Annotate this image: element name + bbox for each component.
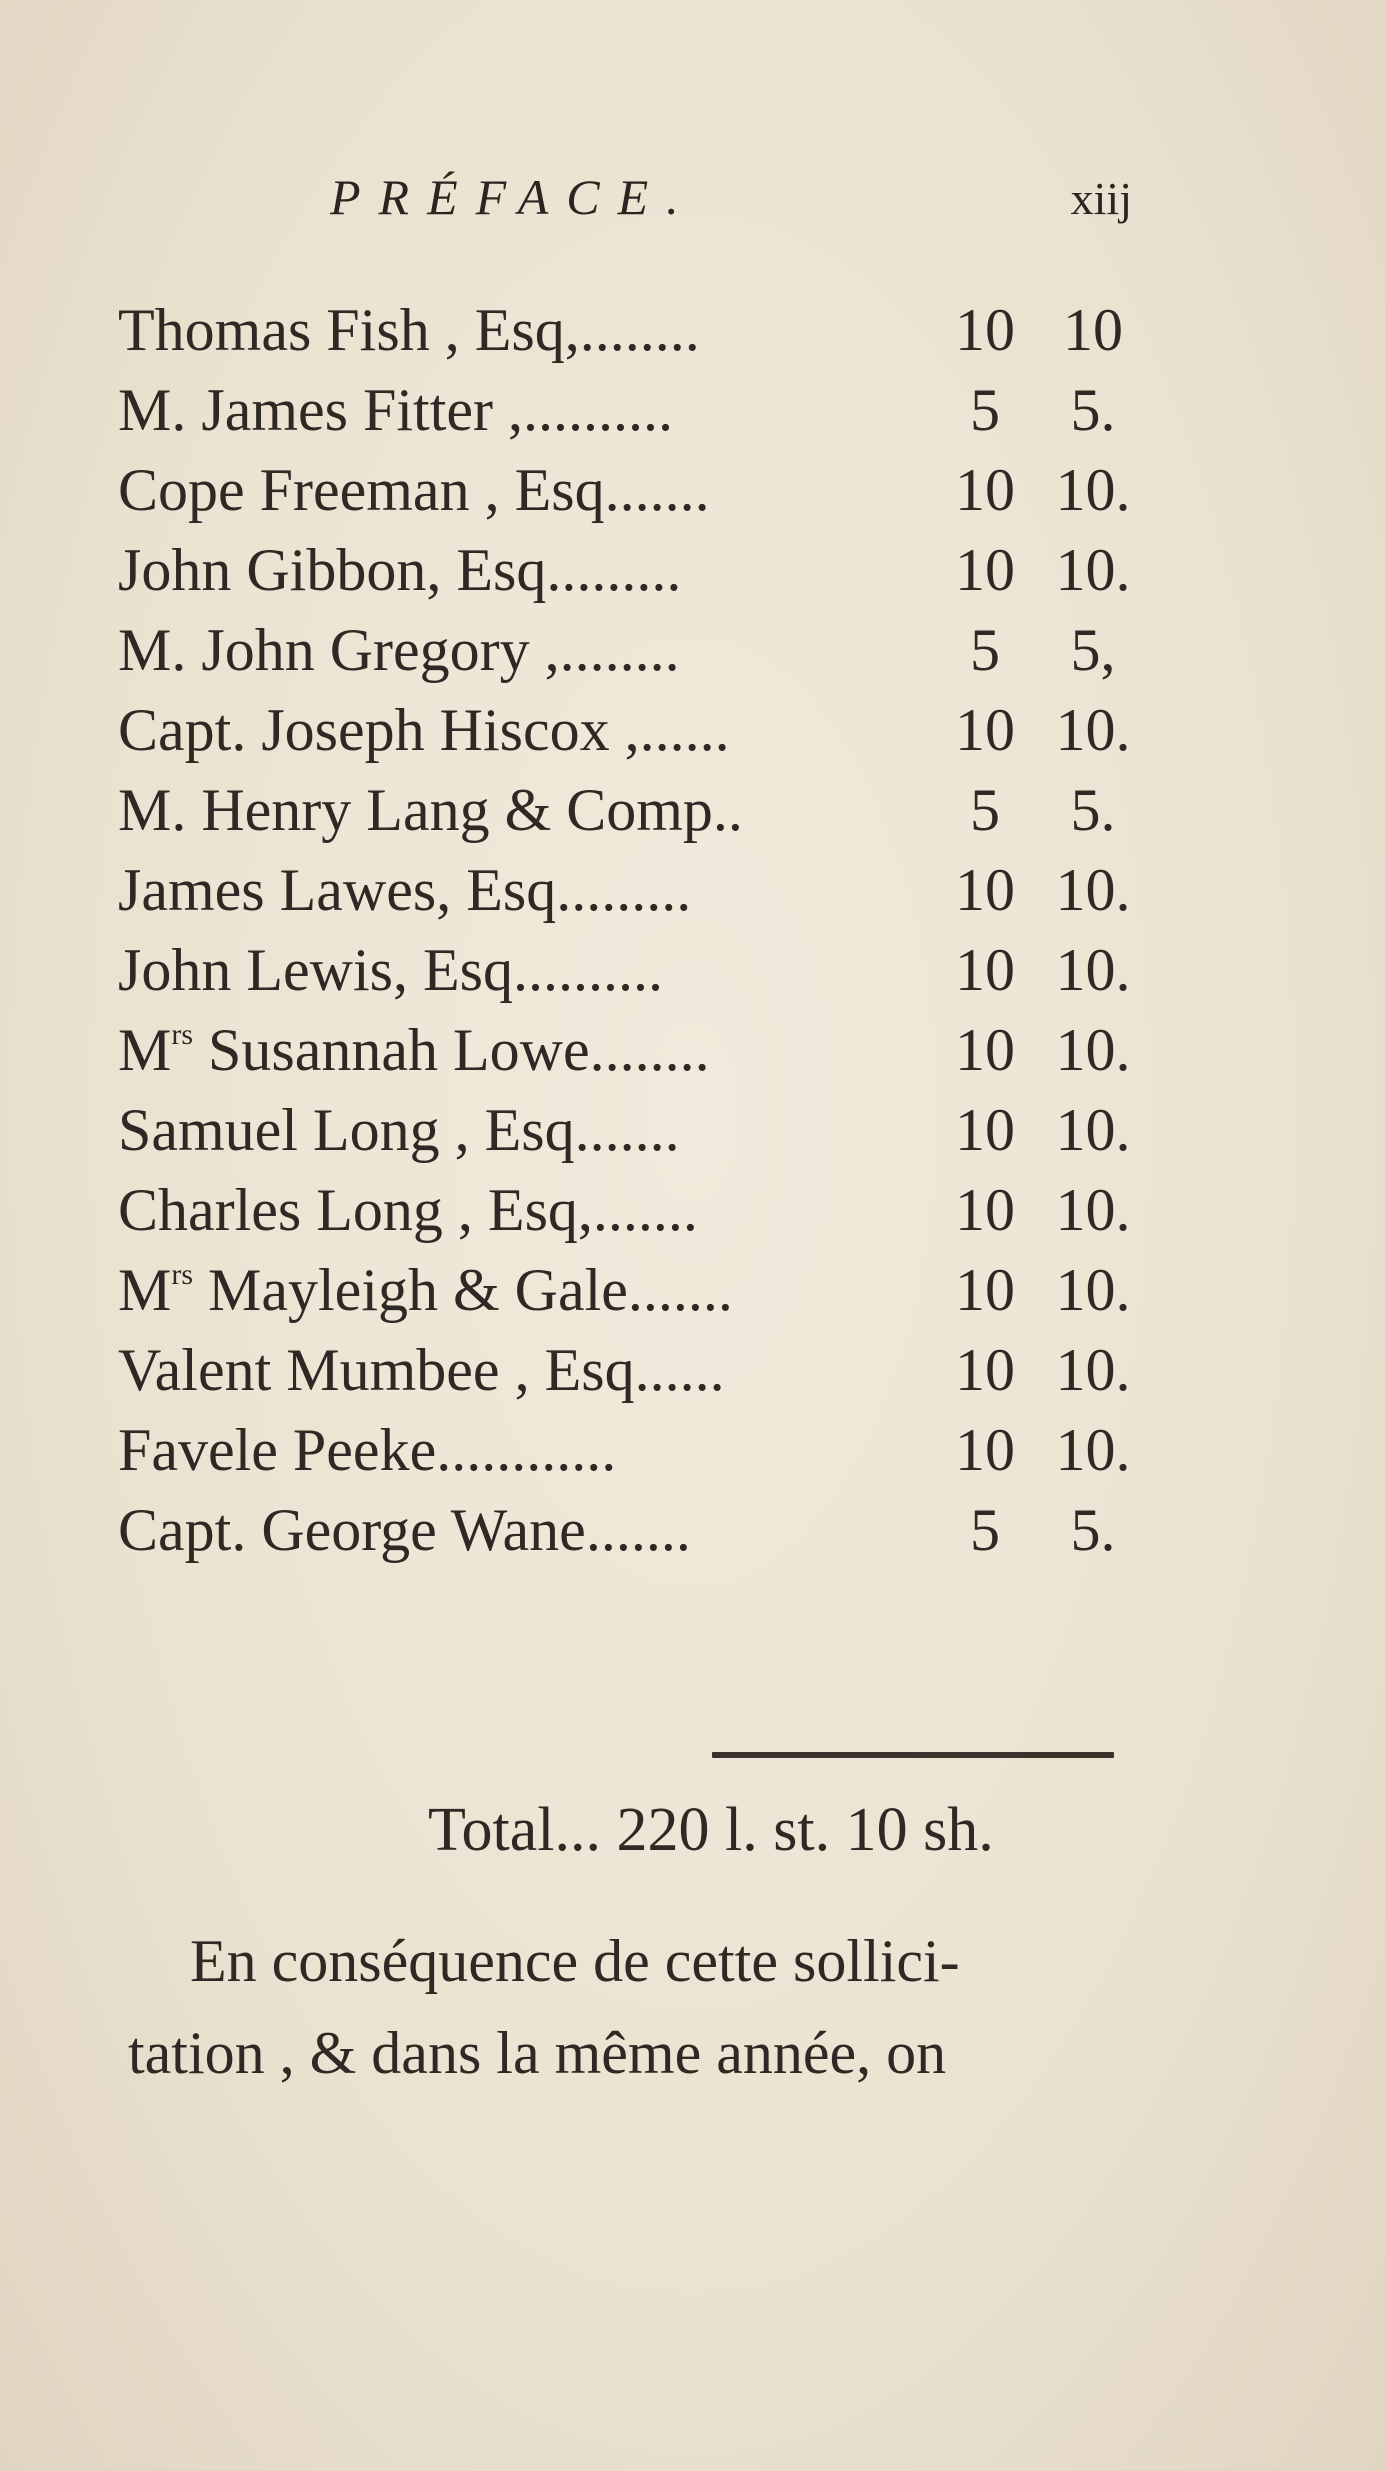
pounds-value: 10 xyxy=(955,1337,1015,1403)
title-prefix: M xyxy=(118,1257,172,1323)
list-item xyxy=(118,370,1118,450)
list-item xyxy=(118,930,1131,1010)
subscriber-name xyxy=(118,1250,733,1330)
title-superscript: rs xyxy=(171,1258,194,1291)
subscriber-name: Samuel Long , Esq....... xyxy=(118,1097,680,1163)
list-item xyxy=(118,1410,1131,1490)
subscriber-name: M. John Gregory ,........ xyxy=(118,617,680,683)
subscriber-name: M. James Fitter ,.......... xyxy=(118,377,673,443)
list-item xyxy=(118,290,1123,370)
title-prefix: M xyxy=(118,1017,172,1083)
list-item xyxy=(118,450,1131,530)
pounds-value: 10 xyxy=(955,1097,1015,1163)
pounds-value: 10 xyxy=(955,697,1015,763)
subscriber-name: John Lewis, Esq.......... xyxy=(118,937,663,1003)
shillings-value: 10. xyxy=(1055,1337,1131,1403)
subscriber-list xyxy=(118,290,1131,1570)
pounds-value: 10 xyxy=(955,937,1015,1003)
list-item xyxy=(118,1490,1118,1570)
shillings-value: 10. xyxy=(1055,457,1131,523)
total-rule xyxy=(712,1752,1114,1758)
title-superscript: rs xyxy=(171,1018,194,1051)
pounds-value: 5 xyxy=(970,377,1000,443)
pounds-value: 5 xyxy=(970,617,1000,683)
subscriber-name: Favele Peeke............ xyxy=(118,1417,617,1483)
pounds-value: 10 xyxy=(955,537,1015,603)
pounds-value: 5 xyxy=(970,1497,1000,1563)
subscriber-name: Cope Freeman , Esq....... xyxy=(118,457,710,523)
list-item xyxy=(118,1090,1131,1170)
shillings-value: 10. xyxy=(1055,1017,1131,1083)
total-line: Total... 220 l. st. 10 sh. xyxy=(428,1796,994,1864)
page-number: xiij xyxy=(1070,173,1132,224)
list-item xyxy=(118,1250,1131,1330)
list-item xyxy=(118,610,1118,690)
pounds-value: 10 xyxy=(955,457,1015,523)
subscriber-name: John Gibbon, Esq......... xyxy=(118,537,682,603)
shillings-value: 10. xyxy=(1055,1257,1131,1323)
running-header xyxy=(330,168,1150,238)
subscriber-name: Capt. George Wane....... xyxy=(118,1497,691,1563)
subscriber-name: Thomas Fish , Esq,........ xyxy=(118,297,700,363)
subscriber-name: Valent Mumbee , Esq...... xyxy=(118,1337,725,1403)
shillings-value: 5. xyxy=(1070,377,1116,443)
subscriber-name: James Lawes, Esq......... xyxy=(118,857,692,923)
pounds-value: 10 xyxy=(955,1177,1015,1243)
list-item xyxy=(118,690,1131,770)
shillings-value: 10. xyxy=(1055,1097,1131,1163)
subscriber-name: M. Henry Lang & Comp.. xyxy=(118,777,743,843)
pounds-value: 5 xyxy=(970,777,1000,843)
list-item xyxy=(118,850,1131,930)
pounds-value: 10 xyxy=(955,1257,1015,1323)
pounds-value: 10 xyxy=(955,297,1015,363)
shillings-value: 10 xyxy=(1063,297,1123,363)
pounds-value: 10 xyxy=(955,1417,1015,1483)
shillings-value: 10. xyxy=(1055,1417,1131,1483)
list-item xyxy=(118,1010,1131,1090)
list-item xyxy=(118,530,1131,610)
list-item xyxy=(118,770,1118,850)
shillings-value: 10. xyxy=(1055,937,1131,1003)
header-title: PRÉFACE. xyxy=(330,169,697,225)
subscriber-name xyxy=(118,1010,710,1090)
shillings-value: 10. xyxy=(1055,857,1131,923)
list-item xyxy=(118,1330,1131,1410)
pounds-value: 10 xyxy=(955,1017,1015,1083)
subscriber-name: Charles Long , Esq,....... xyxy=(118,1177,698,1243)
shillings-value: 10. xyxy=(1055,537,1131,603)
subscriber-name: Capt. Joseph Hiscox ,...... xyxy=(118,697,730,763)
shillings-value: 10. xyxy=(1055,1177,1131,1243)
shillings-value: 10. xyxy=(1055,697,1131,763)
name-text: Mayleigh & Gale....... xyxy=(193,1257,733,1323)
list-item xyxy=(118,1170,1131,1250)
paragraph-line-1: En conséquence de cette sollici- xyxy=(190,1928,960,1994)
shillings-value: 5, xyxy=(1070,617,1116,683)
name-text: Susannah Lowe........ xyxy=(193,1017,710,1083)
pounds-value: 10 xyxy=(955,857,1015,923)
shillings-value: 5. xyxy=(1070,777,1116,843)
paragraph-line-2: tation , & dans la même année, on xyxy=(128,2020,947,2086)
shillings-value: 5. xyxy=(1070,1497,1116,1563)
